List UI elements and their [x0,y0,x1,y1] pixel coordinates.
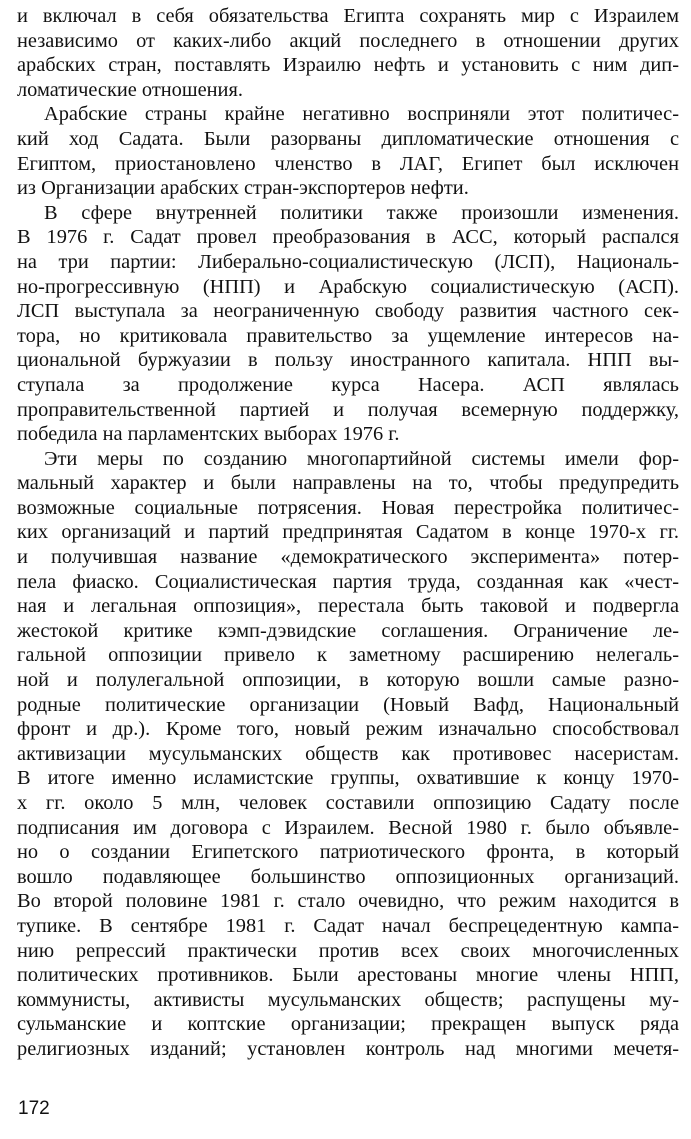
text-line: жестокой критике кэмп-дэвидские соглашения. Ограничение ле- [17,619,679,642]
page-body [17,4,679,1062]
text-line: победила на парламентских выборах 1976 г. [17,423,400,446]
text-line: но о создании Египетского патриотического фронта, в который [17,841,679,864]
text-line: гальной оппозиции привело к заметному расширению нелегаль- [17,644,679,667]
text-line: ная и легальная оппозиция», перестала быть таковой и подвергла [17,595,679,618]
text-line: проправительственной партией и получая всемерную поддержку, [17,398,679,421]
text-line: и получившая название «демократического эксперимента» потер- [17,546,679,569]
text-line: фронт и др.). Кроме того, новый режим изначально способствовал [17,718,679,741]
text-line: арабских стран, поставлять Израилю нефть и установить с ним дип- [17,54,679,77]
text-line: нию репрессий практически против всех своих многочисленных [17,939,679,962]
text-line: вошло подавляющее большинство оппозиционных организаций. [17,865,679,888]
text-line: религиозных изданий; установлен контроль над многими мечетя- [17,1037,679,1060]
text-line: родные политические организации (Новый Вафд, Национальный [17,693,679,716]
text-line: тора, но критиковала правительство за ущемление интересов на- [17,324,679,347]
text-line: пела фиаско. Социалистическая партия труда, созданная как «чест- [17,570,679,593]
text-line: активизации мусульманских обществ как противовес насеристам. [17,742,679,765]
text-line: циональной буржуазии в пользу иностранного капитала. НПП вы- [17,349,679,372]
paragraph [17,102,679,200]
text-line: подписания им договора с Израилем. Весной 1980 г. было объявле- [17,816,679,839]
text-line: кий ход Садата. Были разорваны дипломатические отношения с [17,127,679,150]
text-line: В 1976 г. Садат провел преобразования в АСС, который распался [17,226,679,249]
page-number: 172 [18,1098,50,1119]
paragraph [17,201,679,447]
text-line: ломатические отношения. [17,78,243,101]
text-line: политических противников. Были арестованы многие члены НПП, [17,964,679,987]
text-line: Египтом, приостановлено членство в ЛАГ, Египет был исключен [17,152,679,175]
text-line: Арабские страны крайне негативно восприняли этот политичес- [44,103,679,126]
text-line: Эти меры по созданию многопартийной системы имели фор- [44,447,679,470]
text-line: тупике. В сентябре 1981 г. Садат начал беспрецедентную кампа- [17,914,679,937]
paragraph [17,447,679,1062]
paragraph [17,4,679,102]
text-line: на три партии: Либерально-социалистическую (ЛСП), Националь- [17,250,679,273]
text-line: В сфере внутренней политики также произошли изменения. [44,201,679,224]
text-line: В итоге именно исламистские группы, охватившие к концу 1970- [17,767,679,790]
text-line: ЛСП выступала за неограниченную свободу развития частного сек- [17,300,679,323]
text-line: из Организации арабских стран-экспортеров нефти. [17,177,469,200]
text-line: коммунисты, активисты мусульманских обществ; распущены му- [17,988,679,1011]
text-line: но-прогрессивную (НПП) и Арабскую социалистическую (АСП). [17,275,679,298]
text-line: мальный характер и были направлены на то, чтобы предупредить [17,472,679,495]
text-line: ких организаций и партий предпринятая Садатом в конце 1970-х гг. [17,521,679,544]
text-line: и включал в себя обязательства Египта сохранять мир с Израилем [17,5,679,27]
text-line: сульманские и коптские организации; прекращен выпуск ряда [17,1013,679,1036]
text-line: независимо от каких-либо акций последнего в отношении других [17,29,679,52]
text-line: Во второй половине 1981 г. стало очевидно, что режим находится в [17,890,679,913]
text-line: ступала за продолжение курса Насера. АСП являлась [17,373,679,396]
text-line: ной и полулегальной оппозиции, в которую вошли самые разно- [17,669,679,692]
text-line: х гг. около 5 млн, человек составили оппозицию Садату после [17,792,679,814]
text-line: возможные социальные потрясения. Новая перестройка политичес- [17,496,679,519]
